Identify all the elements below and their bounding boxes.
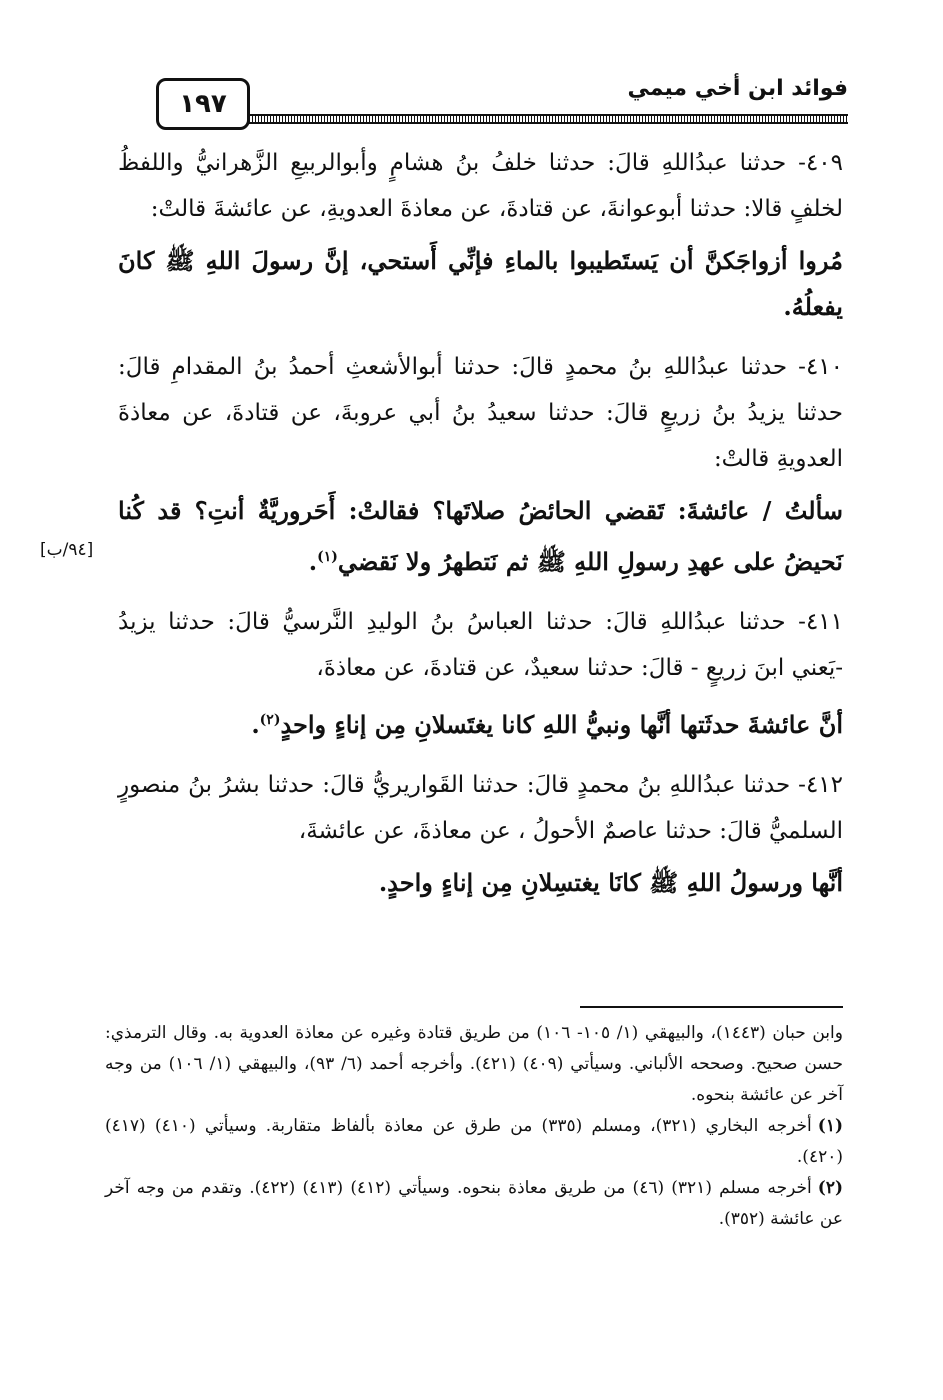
footnote-mark: (٢) xyxy=(817,1178,843,1198)
hadith-410-chain: ٤١٠- حدثنا عبدُاللهِ بنُ محمدٍ قالَ: حدثنا أبوالأشعثِ أحمدُ بنُ المقدامِ قالَ: حدثنا يزيدُ بنُ زريعٍ قالَ: حدثنا سعيدُ بنُ أبي عروبةَ، عن قتادةَ، عن معاذةَ العدويةِ قالتْ: xyxy=(118,354,843,472)
hadith-412-text: أنَّها ورسولُ اللهِ ﷺ كانَا يغتسِلانِ مِن إناءٍ واحدٍ. xyxy=(378,868,843,897)
footnote-mark: (١) xyxy=(817,1116,844,1136)
footnote-text: أخرجه البخاري (٣٢١)، ومسلم (٣٣٥) من طرق عن معاذة بألفاظ متقاربة. وسيأتي (٤١٠) (٤١٧) (٤٢٠). xyxy=(105,1116,843,1167)
footnote-text: أخرجه مسلم (٣٢١) (٤٦) من طريق معاذة بنحوه. وسيأتي (٤١٢) (٤١٣) (٤٢٢). وتقدم من وجه آخر عن عائشة (٣٥٢). xyxy=(105,1178,843,1229)
header-rule xyxy=(240,114,848,124)
hadith-409-chain: ٤٠٩- حدثنا عبدُاللهِ قالَ: حدثنا خلفُ بنُ هشامٍ وأبوالربيعِ الزَّهرانيُّ واللفظُ لخلفٍ قالا: حدثنا أبوعوانةَ، عن قتادةَ، عن معاذةَ العدويةِ، عن عائشةَ قالتْ: xyxy=(118,150,843,222)
footnote-1 xyxy=(105,1111,843,1173)
hadith-411-body: أنَّ عائشةَ حدثَتها أنَّها ونبيُّ اللهِ كانا يغتَسلانِ مِن إناءٍ واحدٍ xyxy=(280,710,843,739)
hadith-409-text: مُروا أزواجَكنَّ أن يَستَطيبوا بالماءِ فإنِّي أَستحي، إنَّ رسولَ اللهِ ﷺ كانَ يفعلُهُ. xyxy=(118,246,843,321)
footnotes xyxy=(105,1018,843,1235)
page-header xyxy=(120,62,848,132)
hadith-411-chain: ٤١١- حدثنا عبدُاللهِ قالَ: حدثنا العباسُ بنُ الوليدِ النَّرسيُّ قالَ: حدثنا يزيدُ -يَعني ابنَ زريعٍ - قالَ: حدثنا سعيدٌ، عن قتادةَ، عن معاذةَ، xyxy=(118,609,843,681)
hadith-412-chain: ٤١٢- حدثنا عبدُاللهِ بنُ محمدٍ قالَ: حدثنا القَواريريُّ قالَ: حدثنا بشرُ بنُ منصورٍ السلميُّ قالَ: حدثنا عاصمٌ الأحولُ ، عن معاذةَ، عن عائشةَ، xyxy=(118,772,843,844)
footnote-ref-1: (١) xyxy=(317,549,338,565)
book-title: فوائد ابن أخي ميمي xyxy=(627,76,848,101)
manuscript-folio-ref: [٩٤/ب] xyxy=(40,540,94,560)
footnote-text: وابن حبان (١٤٤٣)، والبيهقي (١/ ١٠٥- ١٠٦) من طريق قتادة وغيره عن معاذة العدوية به. وقال الترمذي: حسن صحيح. وصححه الألباني. وسيأتي (٤٠٩) (٤٢١). وأخرجه أحمد (٦/ ٩٣)، والبيهقي (١/ ١٠٦) من وجه آخر عن عائشة بنحوه. xyxy=(105,1023,843,1105)
footnote-ref-2: (٢) xyxy=(259,712,281,728)
footnote-continued xyxy=(105,1018,843,1111)
page-number: ١٩٧ xyxy=(156,78,250,130)
main-text xyxy=(118,140,843,920)
hadith-410-text: سألتُ / عائشةَ: تَقضي الحائضُ صلاتَها؟ فقالتْ: أَحَروريَّةٌ أنتِ؟ قد كُنا نَحيضُ على عهدِ رسولِ اللهِ ﷺ ثم نَتطهرُ ولا نَقضي$^{(١)}$. xyxy=(118,496,843,576)
footnote-2 xyxy=(105,1173,843,1235)
hadith-410-body: سألتُ / عائشةَ: تَقضي الحائضُ صلاتَها؟ فقالتْ: أَحَروريَّةٌ أنتِ؟ قد كُنا نَحيضُ على عهدِ رسولِ اللهِ ﷺ ثم نَتطهرُ ولا نَقضي xyxy=(118,496,843,576)
hadith-411-text: أنَّ عائشةَ حدثَتها أنَّها ونبيُّ اللهِ كانا يغتَسلانِ مِن إناءٍ واحدٍ$^{(٢)}$. xyxy=(251,710,843,739)
footnote-separator xyxy=(580,1006,843,1008)
